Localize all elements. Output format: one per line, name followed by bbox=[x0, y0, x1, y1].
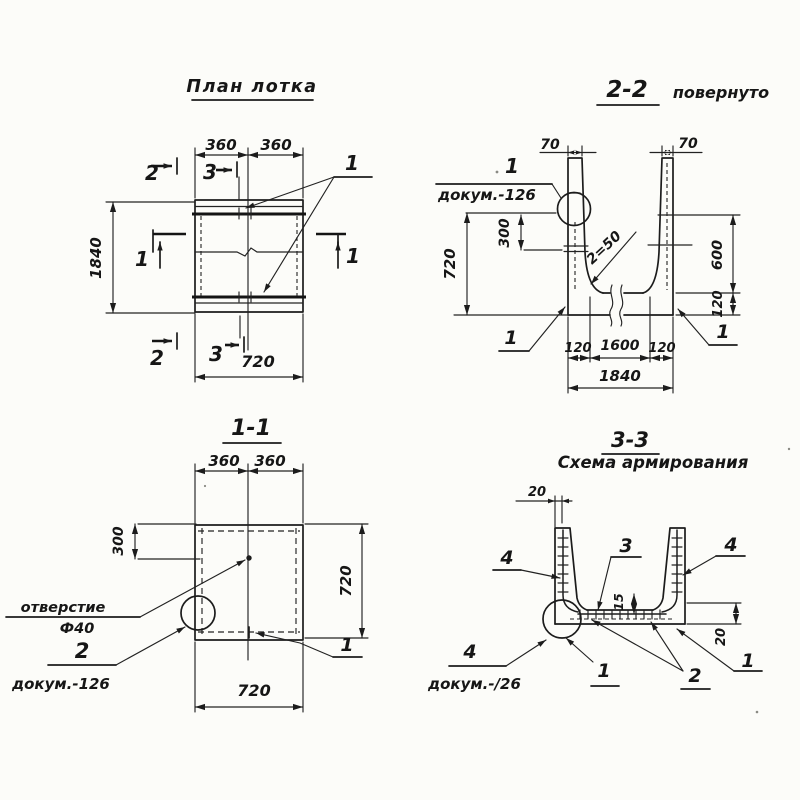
section-3-3-view bbox=[427, 428, 762, 693]
section-3-3-title: 3-3 bbox=[611, 428, 649, 452]
section-2-2-subtitle: повернуто bbox=[672, 83, 770, 102]
scan-speck bbox=[204, 485, 206, 487]
s22-right-end-wall bbox=[643, 158, 673, 315]
plan-section-marker-1-left-label: 1 bbox=[135, 247, 149, 271]
s22-callout-1-left-label: 1 bbox=[504, 327, 518, 349]
plan-section-marker-3-bottom-label: 3 bbox=[209, 342, 223, 366]
s22-right-dim-extensions bbox=[658, 215, 740, 318]
s11-dim-720b-extensions bbox=[195, 642, 303, 712]
section-2-2-title: 2-2 bbox=[606, 77, 648, 103]
s33-pos-4-right-label: 4 bbox=[724, 534, 738, 556]
plan-section-marker-2-top-label: 2 bbox=[145, 161, 159, 185]
s22-dim-120-br: 120 bbox=[648, 341, 676, 356]
s22-dim-70-right: 70 bbox=[678, 136, 698, 152]
s33-pos-3-leader bbox=[598, 557, 611, 610]
s22-pos-1-label: 1 bbox=[505, 154, 519, 178]
s22-callout-1-left-leader bbox=[529, 307, 565, 351]
plan-section-marker-2-bottom-label: 2 bbox=[150, 346, 164, 370]
s11-dim-720-bottom: 720 bbox=[237, 681, 271, 700]
plan-wall-thick-lines bbox=[192, 214, 306, 297]
s22-callout-1-right-leader bbox=[678, 309, 709, 345]
s33-pos-2-label: 2 bbox=[688, 665, 702, 687]
s11-hole-label-line1: отверстие bbox=[20, 600, 106, 616]
s33-pos-4-bottom-label: 4 bbox=[463, 641, 477, 663]
s11-doc-leader bbox=[116, 627, 185, 665]
s22-dim-720: 720 bbox=[441, 248, 459, 280]
s22-left-end-wall bbox=[568, 158, 603, 315]
plan-joint-ticks bbox=[239, 208, 251, 302]
s22-radius-note: 2=50 bbox=[583, 228, 625, 268]
s22-break-symbol bbox=[610, 285, 623, 326]
s11-dim-300: 300 bbox=[111, 526, 127, 556]
section-1-1-title: 1-1 bbox=[231, 416, 271, 441]
s22-dim-600: 600 bbox=[710, 239, 726, 271]
s11-doc-ref: докум.-126 bbox=[12, 675, 110, 693]
s11-dim-360-left: 360 bbox=[208, 452, 240, 470]
s11-callout-1-label: 1 bbox=[340, 634, 354, 656]
plan-body-outline bbox=[195, 200, 303, 312]
s22-dim-120-bl: 120 bbox=[564, 341, 592, 356]
section-3-3-subtitle: Схема армирования bbox=[557, 453, 749, 472]
s11-top-dim-extensions bbox=[195, 464, 303, 523]
plan-callout-1-label: 1 bbox=[345, 151, 359, 175]
s11-detail-circle bbox=[181, 596, 215, 630]
plan-view bbox=[87, 77, 372, 382]
s22-dim-300: 300 bbox=[497, 218, 513, 248]
s33-callout-1-right-label: 1 bbox=[741, 650, 755, 672]
s22-detail-circle bbox=[558, 193, 591, 226]
s33-dim-20-right-extensions bbox=[687, 603, 741, 624]
s22-doc-ref: докум.-126 bbox=[438, 186, 536, 204]
plan-dim-720: 720 bbox=[241, 352, 275, 371]
plan-callout-1-leader-top bbox=[246, 177, 334, 208]
s22-hidden-edges bbox=[575, 163, 667, 290]
s11-hole-label-line2: Ф40 bbox=[59, 621, 95, 637]
section-2-2-view bbox=[436, 77, 769, 393]
scan-speck bbox=[756, 711, 759, 714]
section-1-1-view bbox=[6, 416, 368, 712]
s22-dim-1600: 1600 bbox=[600, 338, 640, 354]
plan-title: План лотка bbox=[186, 77, 318, 97]
plan-section-marker-1-right-label: 1 bbox=[346, 244, 360, 268]
s22-callout-1-right-label: 1 bbox=[716, 321, 730, 343]
s22-dim-1840: 1840 bbox=[599, 367, 641, 385]
s11-dim-300-extensions bbox=[138, 524, 200, 559]
s33-callout-1-center-label: 1 bbox=[597, 660, 611, 682]
s33-pos-4-right-leader bbox=[683, 556, 716, 575]
s33-doc-leader bbox=[506, 640, 546, 666]
plan-dim-360-right: 360 bbox=[260, 136, 292, 154]
s33-pos-4-left-label: 4 bbox=[500, 547, 514, 569]
s11-dim-720-right: 720 bbox=[337, 565, 355, 597]
s11-hole-leader bbox=[140, 560, 245, 617]
plan-dim-1840: 1840 bbox=[87, 237, 105, 279]
scan-speck bbox=[788, 448, 790, 450]
s33-dim-15: 15 bbox=[611, 593, 626, 611]
s33-callout-1-center-leader bbox=[566, 638, 593, 662]
s33-detail-circle bbox=[543, 600, 581, 638]
s22-doc-label-leader bbox=[552, 184, 561, 198]
plan-hidden-edge-lines bbox=[201, 216, 297, 296]
s22-dim-70-left: 70 bbox=[540, 137, 560, 153]
s11-callout-1-leader bbox=[256, 633, 333, 657]
plan-left-dim-extensions bbox=[106, 202, 195, 313]
s11-pos-2-label: 2 bbox=[74, 639, 90, 663]
s11-hole-center-dot bbox=[246, 555, 251, 560]
plan-dim-360-left: 360 bbox=[205, 136, 237, 154]
s33-doc-ref: докум.-/26 bbox=[428, 675, 521, 693]
s11-dim-360-right: 360 bbox=[254, 452, 286, 470]
s33-pos-3-label: 3 bbox=[619, 535, 633, 557]
scan-speck bbox=[496, 171, 499, 174]
s22-dim-120-right: 120 bbox=[711, 290, 726, 318]
s33-dim-20-top: 20 bbox=[527, 485, 547, 500]
s33-dim-20-right: 20 bbox=[714, 627, 729, 647]
s33-right-rebar bbox=[662, 530, 677, 612]
plan-section-marker-3-top-label: 3 bbox=[203, 160, 217, 184]
